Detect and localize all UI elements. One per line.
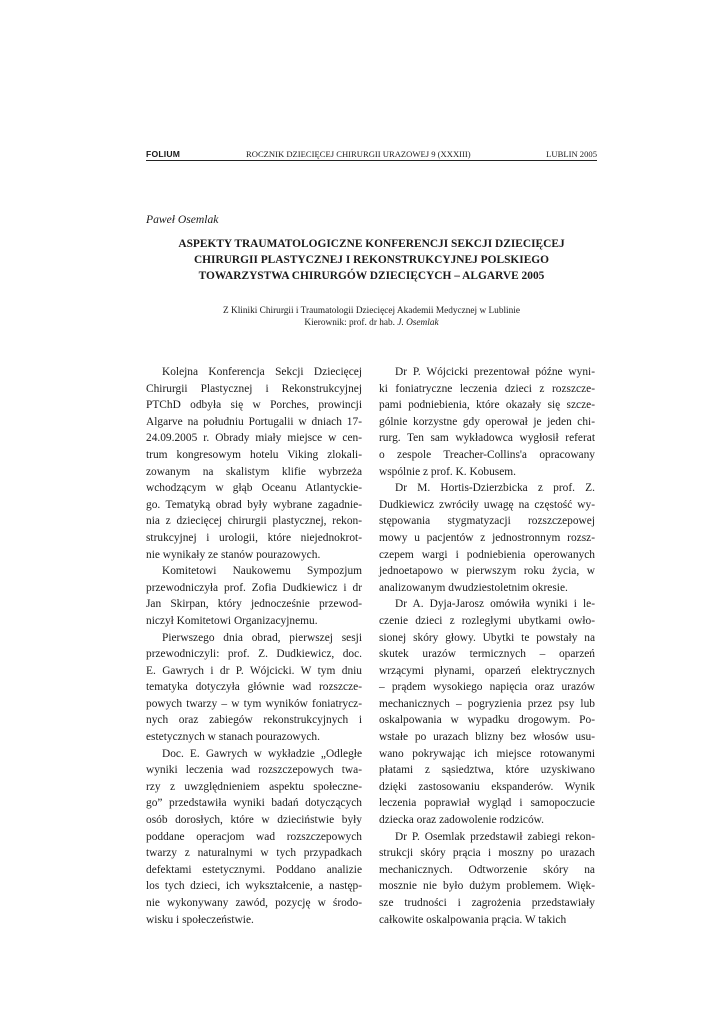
text-line: strukcji skóry prącia i moszny po urazach (379, 847, 595, 860)
text-line: wrzącymi płynami, oparzeń elektrycznych (379, 664, 595, 677)
text-line: dzięki zastosowaniu ekspanderów. Wynik (379, 780, 595, 793)
text-line: – prądem wysokiego napięcia oraz urazów (379, 681, 595, 694)
text-line: Dr P. Wójcicki prezentował późne wyni- (395, 366, 595, 378)
text-line: E. Gawrych i dr P. Wójcicki. W tym dniu (146, 664, 362, 677)
text-line: ki foniatryczne leczenia dzieci z rozszcze- (379, 382, 595, 395)
text-line: całkowite oskalpowania prącia. W takich (379, 913, 567, 926)
text-line: czepem wargi i podniebienia operowanych (379, 548, 595, 561)
text-line: estetycznych w stanach pourazowych. (146, 731, 320, 744)
journal-name: ROCZNIK DZIECIĘCEJ CHIRURGII URAZOWEJ 9 (XXXIII) (246, 149, 471, 159)
body-paragraph (379, 829, 595, 929)
text-line: przewodniczyli: prof. Z. Dudkiewicz, doc. (146, 648, 362, 661)
journal-section-label: FOLIUM (146, 149, 181, 159)
body-paragraph (379, 596, 595, 828)
text-line: nia z dziecięcej chirurgii plastycznej, rekon- (146, 515, 362, 528)
text-line: twarzy z naturalnymi w tych przypadkach (146, 847, 362, 860)
text-line: niczył Komitetowi Organizacyjnemu. (146, 614, 318, 627)
text-line: stępowania stygmatyzacji rozszczepowej (379, 515, 595, 528)
text-line: mechanicznych – pogryzienia przez psy lub (379, 697, 595, 710)
text-line: powych twarzy – w tym wyników foniatrycz- (146, 697, 362, 710)
text-line: nie wykonywany zawód, pozycję w środo- (146, 897, 362, 909)
text-line: los tych dzieci, ich wykształcenie, a następ- (146, 880, 362, 893)
running-head (146, 148, 597, 160)
text-line: mechanicznych. Odtworzenie skóry na (379, 863, 595, 876)
text-line: rurg. Ten sam wykładowca wygłosił referat (379, 432, 595, 445)
body-paragraph (379, 364, 595, 480)
affiliation-head (146, 317, 597, 329)
text-line: trum kongresowym hotelu Viking zlokali- (146, 448, 362, 461)
text-line: leczenia poprawiał wygląd i samopoczucie (379, 797, 595, 810)
text-line: mowy u pacjentów z jednostronnym rozsz- (379, 531, 595, 544)
text-line: czenie dzieci z rozległymi ubytkami owło- (379, 614, 595, 627)
text-line: płatami z sąsiedztwa, które uzyskiwano (379, 764, 595, 777)
text-line: mosznie nie było dużym problemem. Więk- (379, 880, 595, 893)
text-line: przewodniczyła prof. Zofia Dudkiewicz i dr (146, 581, 362, 594)
title-line: TOWARZYSTWA CHIRURGÓW DZIECIĘCYCH – ALGARVE 2005 (198, 270, 545, 282)
journal-place-year: LUBLIN 2005 (546, 149, 597, 159)
affiliation (146, 305, 597, 329)
text-line: analizowanym dwudziestoletnim okresie. (379, 581, 568, 594)
text-line: Komitetowi Naukowemu Sympozjum (162, 565, 362, 578)
text-line: wstałe po urazach blizny bez włosów usu- (379, 731, 595, 744)
body-paragraph (146, 364, 362, 563)
body-paragraph (146, 630, 362, 746)
text-line: nie wynikały ze stanów pourazowych. (146, 548, 321, 561)
text-line: osób dorosłych, które w dzieciństwie były (146, 814, 362, 827)
body-paragraph (146, 563, 362, 629)
text-line: wisku i społeczeństwie. (146, 913, 254, 926)
text-line: o zespole Treacher-Collins'a opracowany (379, 448, 595, 461)
text-line: zowanym na skalistym klifie wybrzeża (146, 465, 362, 478)
text-line: Doc. E. Gawrych w wykładzie „Odległe (162, 747, 362, 760)
text-line: sionej skóry głowy. Ubytki te powstały na (379, 631, 595, 644)
text-line: Dr M. Hortis-Dzierzbicka z prof. Z. (395, 482, 595, 495)
text-line: sze trudności i zagrożenia przedstawiały (379, 897, 595, 909)
text-line: Chirurgii Plastycznej i Rekonstrukcyjnej (146, 382, 362, 395)
text-line: gólnie korzystne gdy operował je jeden chi- (379, 415, 595, 428)
text-line: wano pokrywając ich miejsce rotowanymi (379, 747, 595, 760)
body-paragraph (379, 480, 595, 596)
affiliation-head-name: J. Osemlak (397, 318, 439, 328)
text-line: rzy z uwzględnieniem aspektu społeczne- (146, 780, 362, 793)
text-line: nych oraz zabiegów rekonstrukcyjnych i (146, 714, 362, 727)
text-line: skutek urazów termicznych – oparzeń (379, 648, 595, 661)
text-line: poddane operacjom wad rozszczepowych (146, 830, 362, 843)
title-line: ASPEKTY TRAUMATOLOGICZNE KONFERENCJI SEKCJI DZIECIĘCEJ (178, 238, 565, 250)
text-line: wyniki leczenia wad rozszczepowych twa- (146, 764, 362, 777)
text-line: strukcyjnej i urologii, które niejednokrot- (146, 531, 362, 544)
text-line: dziecka oraz zadowolenie rodziców. (379, 814, 544, 827)
author-name: Paweł Osemlak (146, 213, 219, 226)
affiliation-institution: Z Kliniki Chirurgii i Traumatologii Dziecięcej Akademii Medycznej w Lublinie (222, 306, 520, 316)
text-line: defektami estetycznymi. Poddano analizie (146, 863, 362, 876)
header-rule (146, 160, 597, 161)
text-line: go. Tematyką obrad były wybrane zagadnie- (146, 498, 362, 511)
text-line: Dr P. Osemlak przedstawił zabiegi rekon- (395, 830, 595, 843)
text-line: Kolejna Konferencja Sekcji Dziecięcej (162, 366, 362, 378)
text-line: Dr A. Dyja-Jarosz omówiła wyniki i le- (395, 598, 595, 611)
text-line: 24.09.2005 r. Obrady miały miejsce w cen- (146, 432, 362, 445)
text-line: wspólnie z prof. K. Kobusem. (379, 465, 516, 478)
text-line: Dudkiewicz zwróciły uwagę na częstość wy- (379, 498, 595, 511)
text-line: Jan Skirpan, który jednocześnie przewod- (146, 598, 362, 611)
text-line: oskalpowania w wypadku drogowym. Po- (379, 714, 595, 727)
text-line: Algarve na południu Portugalii w dniach 17- (146, 415, 362, 428)
affiliation-head-label: Kierownik: prof. dr hab. (304, 318, 398, 328)
body-paragraph (146, 746, 362, 929)
text-line: jednoetapowo w pierwszym roku życia, w (379, 565, 595, 578)
text-line: PTChD odbyła się w Porches, prowincji (146, 399, 362, 412)
text-line: Pierwszego dnia obrad, pierwszej sesji (162, 631, 362, 644)
text-line: go” przedstawiła wyniki badań dotyczących (146, 797, 362, 810)
text-column-left (146, 364, 362, 928)
text-line: tematyka dotyczyła głównie wad rozszcze- (146, 681, 362, 694)
article-title (146, 236, 597, 284)
text-line: wchodzącym w głąb Oceanu Atlantyckie- (146, 482, 362, 495)
text-line: pami podniebienia, które okazały się szcze- (379, 399, 595, 412)
text-column-right (379, 364, 595, 928)
title-line: CHIRURGII PLASTYCZNEJ I REKONSTRUKCYJNEJ POLSKIEGO (193, 254, 550, 266)
